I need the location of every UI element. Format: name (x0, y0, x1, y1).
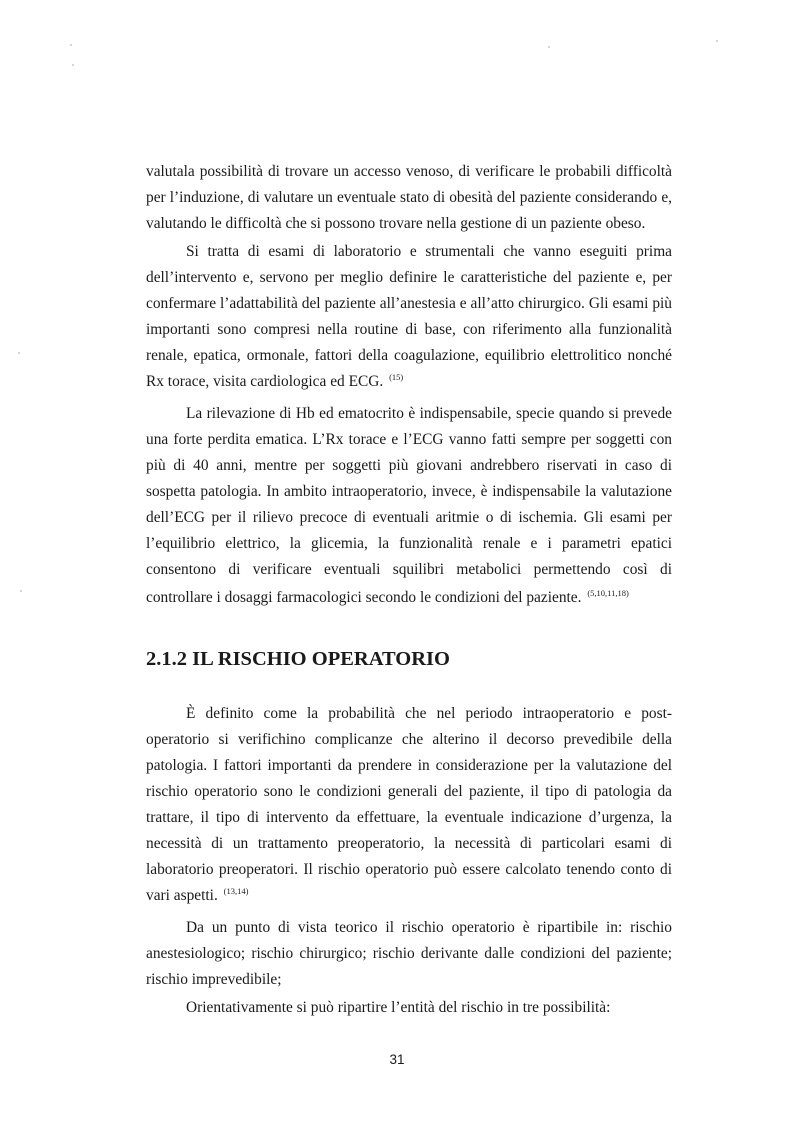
scan-speck (548, 46, 550, 48)
text-line: necessità di un trattamento preoperatorio, la necessità di particolari esami di (146, 835, 672, 852)
citation: (5,10,11,18) (587, 588, 629, 598)
text-line: rischio operatorio sono le condizioni generali del paziente, il tipo di patologia da (146, 783, 672, 800)
text-line: importanti sono compresi nella routine di base, con riferimento alla funzionalità (146, 321, 672, 338)
text-line: valutando le difficoltà che si possono trovare nella gestione di un paziente obeso. (146, 215, 646, 232)
text-line: La rilevazione di Hb ed ematocrito è indispensabile, specie quando si prevede (186, 405, 672, 422)
page-number: 31 (389, 1052, 405, 1067)
text-line-content: vari aspetti. (146, 887, 218, 904)
text-line-content: Rx torace, visita cardiologica ed ECG. (146, 373, 384, 390)
text-line: valutala possibilità di trovare un accesso venoso, di verificare le probabili difficoltà (146, 163, 672, 180)
scan-speck (18, 352, 20, 354)
text-line: trattare, il tipo di intervento da effettuare, la eventuale indicazione d’urgenza, la (146, 809, 672, 826)
scan-speck (20, 590, 22, 592)
text-line-content: controllare i dosaggi farmacologici secondo le condizioni del paziente. (146, 589, 582, 606)
text-line: Da un punto di vista teorico il rischio operatorio è ripartibile in: rischio (186, 919, 672, 936)
scan-speck (70, 44, 72, 46)
citation: (13,14) (223, 886, 249, 896)
text-line: dell’ECG per il rilievo precoce di eventuali aritmie o di ischemia. Gli esami per (146, 509, 672, 526)
text-line: più di 40 anni, mentre per soggetti più giovani andrebbero riservati in caso di (146, 457, 672, 474)
text-line: operatorio si verifichino complicanze che alterino il decorso prevedibile della (146, 731, 672, 748)
text-line: anestesiologico; rischio chirurgico; rischio derivante dalle condizioni del paziente; (146, 945, 672, 962)
text-line: Orientativamente si può ripartire l’entità del rischio in tre possibilità: (186, 999, 611, 1016)
text-line: consentono di verificare eventuali squilibri metabolici permettendo così di (146, 561, 672, 578)
text-line: Si tratta di esami di laboratorio e strumentali che vanno eseguiti prima (186, 243, 672, 260)
scan-speck (716, 40, 718, 42)
text-line: una forte perdita ematica. L’Rx torace e l’ECG vanno fatti sempre per soggetti con (146, 431, 672, 448)
text-line: laboratorio preoperatori. Il rischio operatorio può essere calcolato tenendo conto di (146, 861, 672, 878)
citation: (15) (389, 372, 404, 382)
text-line (146, 588, 672, 608)
section-heading: 2.1.2 IL RISCHIO OPERATORIO (146, 648, 450, 670)
text-line: renale, epatica, ormonale, fattori della coagulazione, equilibrio elettrolitico nonché (146, 347, 672, 364)
text-line: patologia. I fattori importanti da prendere in considerazione per la valutazione del (146, 757, 672, 774)
scan-speck (72, 64, 74, 66)
text-line: sospetta patologia. In ambito intraoperatorio, invece, è indispensabile la valutazione (146, 483, 672, 500)
text-line: rischio imprevedibile; (146, 971, 282, 988)
text-line: dell’intervento e, servono per meglio definire le caratteristiche del paziente e, per (146, 269, 672, 286)
text-line: confermare l’adattabilità del paziente all’anestesia e all’atto chirurgico. Gli esami più (146, 295, 672, 312)
text-line (146, 372, 672, 392)
text-line (146, 886, 672, 906)
text-line: l’equilibrio elettrico, la glicemia, la funzionalità renale e i parametri epatici (146, 535, 672, 552)
text-line: È definito come la probabilità che nel periodo intraoperatorio e post- (186, 705, 672, 722)
text-line: per l’induzione, di valutare un eventuale stato di obesità del paziente considerando e, (146, 189, 672, 206)
